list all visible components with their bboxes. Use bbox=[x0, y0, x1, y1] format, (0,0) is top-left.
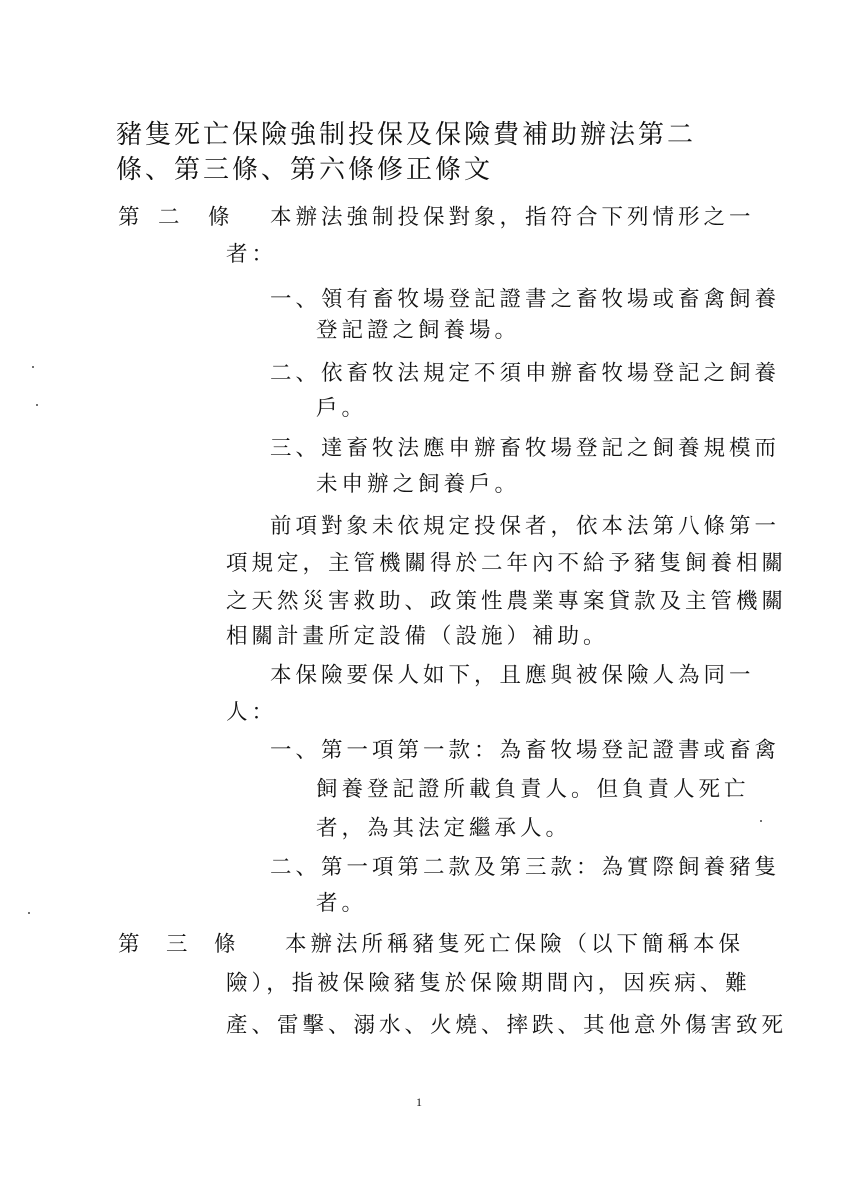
article-2-item-3-cont: 未申辦之飼養戶。 bbox=[316, 472, 521, 497]
article-2-para-3-line: 人： bbox=[226, 700, 278, 725]
scan-speck bbox=[32, 366, 34, 368]
scan-speck bbox=[28, 912, 30, 914]
article-2-para-2-line: 項規定，主管機關得於二年內不給予豬隻飼養相關 bbox=[226, 551, 788, 576]
article-3-label-char-1: 第 bbox=[118, 932, 140, 957]
article-2-para-3-item-2-cont: 者。 bbox=[316, 891, 368, 916]
article-3-line: 險），指被保險豬隻於保險期間內，因疾病、難 bbox=[226, 971, 751, 996]
article-2-label-char-3: 條 bbox=[208, 205, 230, 230]
page-number: 1 bbox=[416, 1095, 422, 1109]
article-2-label-char-2: 二 bbox=[158, 205, 180, 230]
article-2-para-2-line: 相關計畫所定設備（設施）補助。 bbox=[226, 624, 609, 649]
article-3-line: 本辦法所稱豬隻死亡保險（以下簡稱本保 bbox=[285, 932, 745, 957]
article-2-label-char-1: 第 bbox=[118, 205, 140, 230]
article-2-line: 者： bbox=[226, 242, 278, 267]
article-2-item-2: 二、依畜牧法規定不須申辦畜牧場登記之飼養 bbox=[270, 361, 781, 386]
article-2-para-3-line: 本保險要保人如下，且應與被保險人為同一 bbox=[270, 663, 755, 688]
article-2-line: 本辦法強制投保對象，指符合下列情形之一 bbox=[270, 205, 755, 230]
scan-speck bbox=[36, 404, 38, 406]
article-2-item-2-cont: 戶。 bbox=[316, 396, 368, 421]
article-3-line: 產、雷擊、溺水、火燒、摔跌、其他意外傷害致死 bbox=[226, 1013, 788, 1038]
article-2-item-3: 三、達畜牧法應申辦畜牧場登記之飼養規模而 bbox=[270, 436, 781, 461]
article-2-item-1-cont: 登記證之飼養場。 bbox=[316, 318, 521, 343]
article-2-para-3-item-2: 二、第一項第二款及第三款：為實際飼養豬隻 bbox=[270, 855, 781, 880]
scan-speck bbox=[760, 820, 762, 822]
article-3-label-char-3: 條 bbox=[214, 932, 236, 957]
article-2-para-3-item-1-cont: 者，為其法定繼承人。 bbox=[316, 816, 572, 841]
document-title-line-1: 豬隻死亡保險強制投保及保險費補助辦法第二 bbox=[116, 120, 697, 150]
article-2-para-3-item-1-cont: 飼養登記證所載負責人。但負責人死亡 bbox=[316, 777, 750, 802]
article-2-para-2-line: 之天然災害救助、政策性農業專案貸款及主管機關 bbox=[226, 589, 788, 614]
article-2-para-2-line: 前項對象未依規定投保者，依本法第八條第一 bbox=[270, 514, 781, 539]
article-2-para-3-item-1: 一、第一項第一款：為畜牧場登記證書或畜禽 bbox=[270, 738, 781, 763]
document-title-line-2: 條、第三條、第六條修正條文 bbox=[116, 155, 494, 185]
article-2-item-1: 一、領有畜牧場登記證書之畜牧場或畜禽飼養 bbox=[270, 287, 781, 312]
article-3-label-char-2: 三 bbox=[166, 932, 188, 957]
